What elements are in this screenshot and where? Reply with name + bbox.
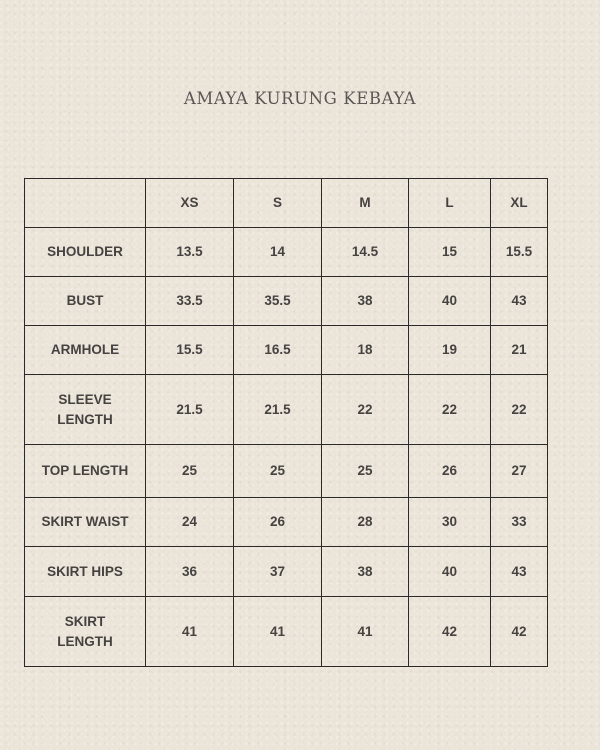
table-row-sleeve-length — [25, 375, 548, 445]
table-cell: 38 — [322, 547, 409, 597]
header-row — [25, 179, 548, 228]
header-cell-xl: XL — [491, 179, 548, 228]
table-cell: 43 — [491, 547, 548, 597]
table-cell: 21 — [491, 326, 548, 375]
table-cell: 22 — [409, 375, 491, 445]
table-cell: 14.5 — [322, 228, 409, 277]
row-label: SKIRT WAIST — [25, 498, 146, 547]
table-cell: 13.5 — [146, 228, 234, 277]
table-cell: 25 — [146, 445, 234, 498]
table-cell: 43 — [491, 277, 548, 326]
row-label: ARMHOLE — [25, 326, 146, 375]
size-chart-table — [24, 178, 548, 667]
table-cell: 37 — [234, 547, 322, 597]
table-cell: 24 — [146, 498, 234, 547]
table-cell: 35.5 — [234, 277, 322, 326]
row-label: SKIRT LENGTH — [25, 597, 146, 667]
table-row-armhole — [25, 326, 548, 375]
table-cell: 14 — [234, 228, 322, 277]
table-cell: 27 — [491, 445, 548, 498]
table-cell: 42 — [409, 597, 491, 667]
row-label: BUST — [25, 277, 146, 326]
table-row-shoulder — [25, 228, 548, 277]
table-cell: 42 — [491, 597, 548, 667]
table-cell: 28 — [322, 498, 409, 547]
page-title: AMAYA KURUNG KEBAYA — [183, 89, 417, 108]
table-cell: 22 — [491, 375, 548, 445]
table-cell: 22 — [322, 375, 409, 445]
table-cell: 40 — [409, 547, 491, 597]
table-cell: 41 — [234, 597, 322, 667]
table-row-skirt-hips — [25, 547, 548, 597]
table-row-skirt-waist — [25, 498, 548, 547]
table-cell: 40 — [409, 277, 491, 326]
table-cell: 38 — [322, 277, 409, 326]
header-cell-m: M — [322, 179, 409, 228]
table-cell: 18 — [322, 326, 409, 375]
row-label: TOP LENGTH — [25, 445, 146, 498]
table-cell: 19 — [409, 326, 491, 375]
table-cell: 15.5 — [491, 228, 548, 277]
table-cell: 30 — [409, 498, 491, 547]
table-cell: 33 — [491, 498, 548, 547]
header-cell-l: L — [409, 179, 491, 228]
table-cell: 25 — [234, 445, 322, 498]
table-cell: 25 — [322, 445, 409, 498]
table-cell: 15.5 — [146, 326, 234, 375]
table-cell: 41 — [322, 597, 409, 667]
table-cell: 21.5 — [146, 375, 234, 445]
table-cell: 26 — [409, 445, 491, 498]
table-cell: 21.5 — [234, 375, 322, 445]
corner-cell — [25, 179, 146, 228]
table-cell: 16.5 — [234, 326, 322, 375]
table-row-skirt-length — [25, 597, 548, 667]
table-cell: 33.5 — [146, 277, 234, 326]
table-row-bust — [25, 277, 548, 326]
row-label: SKIRT HIPS — [25, 547, 146, 597]
row-label: SLEEVE LENGTH — [25, 375, 146, 445]
header-cell-s: S — [234, 179, 322, 228]
table-cell: 36 — [146, 547, 234, 597]
table-row-top-length — [25, 445, 548, 498]
table-cell: 15 — [409, 228, 491, 277]
header-cell-xs: XS — [146, 179, 234, 228]
table-cell: 41 — [146, 597, 234, 667]
row-label: SHOULDER — [25, 228, 146, 277]
table-cell: 26 — [234, 498, 322, 547]
